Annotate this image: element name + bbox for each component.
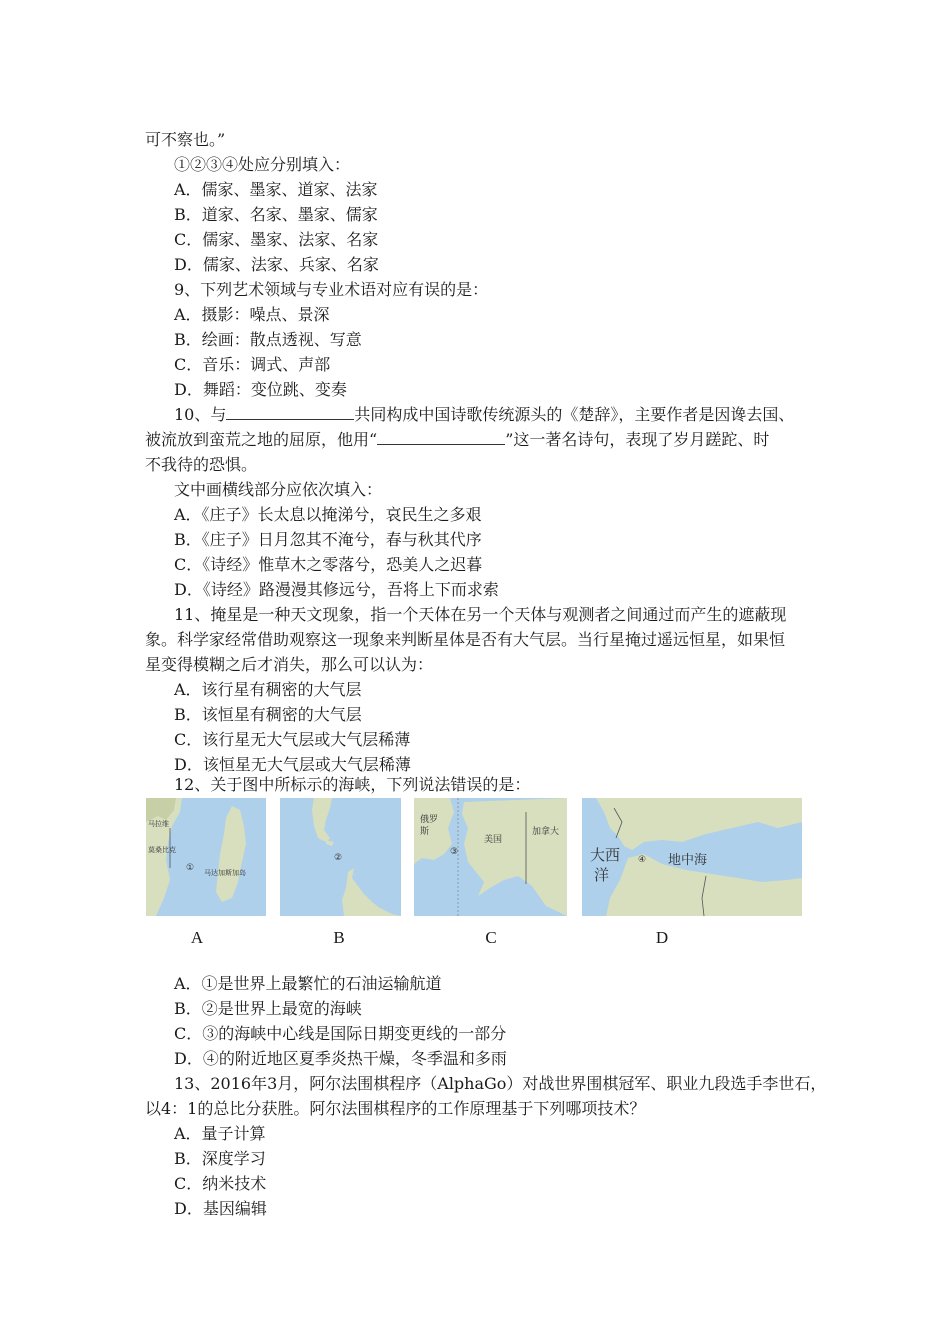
option-c: C．音乐：调式、声部 (174, 355, 331, 374)
question-10-line2 (145, 427, 769, 452)
map-c-label-russia-2: 斯 (420, 827, 430, 837)
text-span: 共同构成中国诗歌传统源头的《楚辞》，主要作者是因谗去国、 (354, 405, 795, 424)
map-d-label-atlantic-1: 大西 (590, 846, 621, 864)
map-d-label-atlantic-2: 洋 (594, 866, 610, 884)
map-label-a: A (190, 928, 204, 947)
question-10-line3: 不我待的恐惧。 (145, 455, 258, 474)
map-a-label-mozambique: 莫桑比克 (148, 846, 176, 854)
fill-blank (377, 427, 505, 445)
text-span: ”这一著名诗句，表现了岁月蹉跎、时 (505, 430, 770, 449)
map-c-label-usa: 美国 (484, 835, 503, 845)
question-stem: 文中画横线部分应依次填入： (174, 480, 383, 499)
question-11-line2: 象。科学家经常借助观察这一现象来判断星体是否有大气层。当行星掩过遥远恒星，如果恒 (145, 630, 786, 649)
option-c: C．儒家、墨家、法家、名家 (174, 230, 379, 249)
option-a: A．①是世界上最繁忙的石油运输航道 (174, 974, 442, 993)
option-a: A．儒家、墨家、道家、法家 (174, 180, 378, 199)
text-span: 10、与 (174, 405, 227, 424)
question-10-line1 (174, 402, 794, 427)
option-d: D．《诗经》路漫漫其修远兮，吾将上下而求索 (174, 580, 499, 599)
question-13-line2: 以4：1的总比分获胜。阿尔法围棋程序的工作原理基于下列哪项技术？ (145, 1099, 646, 1118)
map-a-graphic (146, 798, 266, 916)
option-c: C．该行星无大气层或大气层稀薄 (174, 730, 411, 749)
option-b: B．《庄子》日月忽其不淹兮，春与秋其代序 (174, 530, 482, 549)
option-c: C．《诗经》惟草木之零落兮，恐美人之迟暮 (174, 555, 483, 574)
option-b: B．深度学习 (174, 1149, 266, 1168)
map-d (582, 798, 802, 916)
map-a-marker: ① (186, 863, 195, 873)
map-c-label-russia-1: 俄罗 (420, 815, 439, 825)
map-label-c: C (485, 928, 497, 947)
text-line: 可不察也。” (145, 130, 226, 149)
map-label-b: B (333, 928, 345, 947)
question-12: 12、关于图中所标示的海峡，下列说法错误的是： (174, 775, 531, 794)
map-a-label-malawi: 马拉维 (148, 820, 169, 828)
map-b (280, 798, 401, 916)
question-11-line1: 11、掩星是一种天文现象，指一个天体在另一个天体与观测者之间通过而产生的遮蔽现 (174, 605, 787, 624)
question-11-line3: 星变得模糊之后才消失，那么可以认为： (145, 655, 434, 674)
question-13-line1: 13、2016年3月，阿尔法围棋程序（AlphaGo）对战世界围棋冠军、职业九段选手李世石， (174, 1074, 827, 1093)
option-d: D．基因编辑 (174, 1199, 267, 1218)
option-a: A．量子计算 (174, 1124, 266, 1143)
option-a: A．摄影：噪点、景深 (174, 305, 330, 324)
map-a-label-madagascar: 马达加斯加岛 (204, 869, 246, 877)
option-b: B．绘画：散点透视、写意 (174, 330, 362, 349)
fill-blank (226, 402, 354, 420)
option-d: D．④的附近地区夏季炎热干燥，冬季温和多雨 (174, 1049, 507, 1068)
question-stem: ①②③④处应分别填入： (174, 155, 351, 174)
map-d-marker: ④ (638, 855, 647, 865)
map-d-label-mediterranean: 地中海 (668, 853, 708, 868)
option-b: B．②是世界上最宽的海峡 (174, 999, 362, 1018)
map-b-marker: ② (334, 853, 343, 863)
option-b: B．道家、名家、墨家、儒家 (174, 205, 378, 224)
map-c-marker: ③ (450, 847, 459, 857)
question-9: 9、下列艺术领域与专业术语对应有误的是： (174, 280, 489, 299)
map-d-graphic (582, 798, 802, 916)
option-c: C．纳米技术 (174, 1174, 267, 1193)
map-c (414, 798, 567, 916)
map-a (146, 798, 266, 916)
strait-maps (146, 798, 803, 918)
option-d: D．该恒星无大气层或大气层稀薄 (174, 755, 411, 774)
option-c: C．③的海峡中心线是国际日期变更线的一部分 (174, 1024, 507, 1043)
map-c-label-canada: 加拿大 (532, 827, 560, 837)
map-label-d: D (655, 928, 669, 947)
map-b-graphic (280, 798, 401, 916)
option-a: A．《庄子》长太息以掩涕兮，哀民生之多艰 (174, 505, 482, 524)
option-d: D．舞蹈：变位跳、变奏 (174, 380, 347, 399)
option-a: A．该行星有稠密的大气层 (174, 680, 362, 699)
map-c-graphic (414, 798, 567, 916)
option-d: D．儒家、法家、兵家、名家 (174, 255, 379, 274)
option-b: B．该恒星有稠密的大气层 (174, 705, 362, 724)
text-span: 被流放到蛮荒之地的屈原，他用“ (145, 430, 378, 449)
